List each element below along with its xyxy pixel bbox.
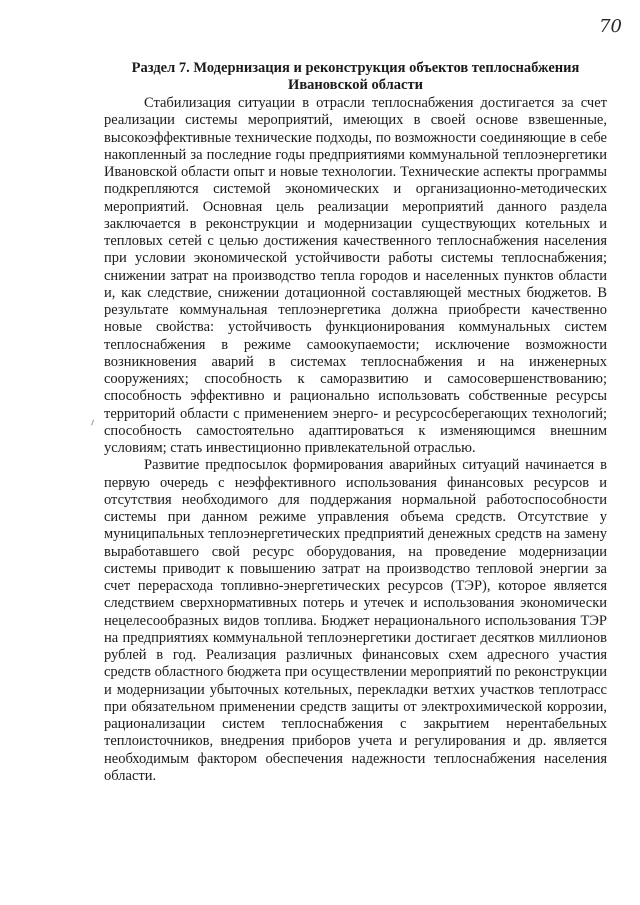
paragraph-2: Развитие предпосылок формирования аварийных ситуаций начинается в первую очередь с неэффективного использования финансовых ресурсов и отсутствия необходимого для поддержания нормальной работоспособности системы при данном режиме управления объема средств. Отсутствие у муниципальных теплоэнергетических предприятий денежных средств на замену выработавшего свой ресурс оборудования, на проведение модернизации системы приводит к повышению затрат на производство тепловой энергии за счет перерасхода топливно-энергетических ресурсов (ТЭР), которое является следствием сверхнормативных потерь и утечек и использования экономически нецелесообразных видов топлива. Бюджет нерационального использования ТЭР на предприятиях коммунальной теплоэнергетики достигает десятков миллионов рублей в год. Реализация различных финансовых схем адресного участия средств областного бюджета при осуществлении мероприятий по реконструкции и модернизации убыточных котельных, перекладки ветхих участков теплотрасс при обязательном применении средств защиты от электрохимической коррозии, рационализации систем теплоснабжения с закрытием нерентабельных теплоисточников, внедрения приборов учета и регулирования и др. является необходимым фактором обеспечения надежности теплоснабжения населения области. — [104, 457, 607, 784]
page-number: 70 — [599, 16, 622, 37]
document-body — [104, 60, 607, 785]
section-heading-line-2: Ивановской области — [288, 77, 423, 93]
section-heading — [104, 60, 607, 94]
stray-pen-mark — [91, 419, 97, 426]
section-heading-line-1: Раздел 7. Модернизация и реконструкция объектов теплоснабжения — [131, 60, 580, 76]
paragraph-1: Стабилизация ситуации в отрасли теплоснабжения достигается за счет реализации системы мероприятий, имеющих в своей основе взвешенные, высокоэффективные технические подходы, по возможности соединяющие в себе накопленный за последние годы предприятиями коммунальной теплоэнергетики Ивановской области опыт и новые технологии. Технические аспекты программы подкрепляются системой экономических и организационно-методических мероприятий. Основная цель реализации мероприятий данного раздела заключается в реконструкции и модернизации существующих котельных и тепловых сетей с целью достижения качественного теплоснабжения населения при условии экономической устойчивости работы системы теплоснабжения; снижении затрат на производство тепла городов и населенных пунктов области и, как следствие, снижении дотационной составляющей местных бюджетов. В результате коммунальная теплоэнергетика должна приобрести качественно новые свойства: устойчивость функционирования коммунальных систем теплоснабжения в режиме самоокупаемости; исключение возможности возникновения аварий в системах теплоснабжения и на инженерных сооружениях; способность к саморазвитию и самосовершенствованию; способность эффективно и рационально использовать собственные ресурсы территорий области с применением энерго- и ресурсосберегающих технологий; способность самостоятельно адаптироваться к изменяющимся внешним условиям; стать инвестиционно привлекательной отраслью. — [104, 95, 607, 456]
